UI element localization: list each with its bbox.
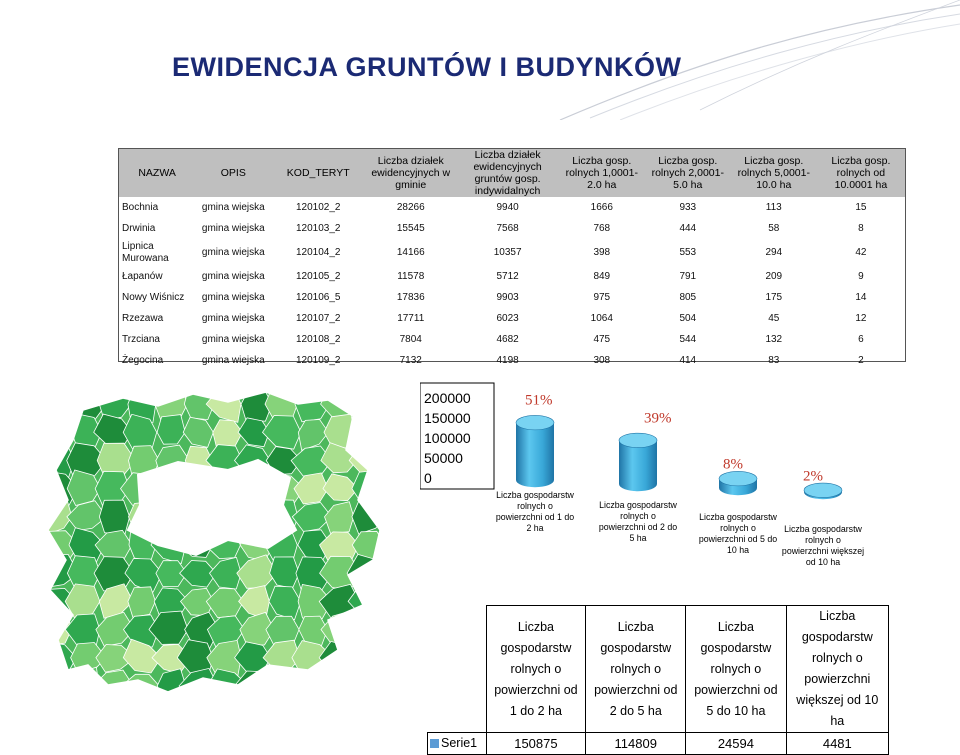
table-cell: 209 (765, 271, 783, 283)
table-row (119, 329, 905, 350)
table-row (119, 287, 905, 308)
table-cell: 7804 (399, 333, 422, 345)
data-table-category: Liczba gospodarstw rolnych o powierzchni od 2 do 5 ha (586, 606, 686, 733)
data-label: 2% (803, 468, 823, 485)
table-cell: 398 (593, 247, 611, 259)
table-cell: 6 (858, 333, 864, 345)
table-cell: 8 (858, 222, 864, 234)
table-cell: 113 (765, 201, 782, 213)
bar-1 (516, 415, 554, 487)
table-cell: 83 (768, 354, 780, 366)
table-cell: 6023 (496, 313, 519, 325)
table-header-cell: OPIS (195, 149, 271, 197)
table-cell: gmina wiejska (201, 333, 265, 345)
y-tick-label: 150000 (424, 410, 471, 426)
table-header-cell: NAZWA (119, 149, 195, 197)
y-tick-label: 0 (424, 470, 432, 486)
table-cell: Drwinia (122, 222, 156, 234)
table-cell: 120102_2 (295, 201, 341, 213)
table-cell: 120105_2 (295, 271, 341, 283)
table-cell: Bochnia (122, 201, 159, 213)
table-row (119, 239, 905, 267)
table-row (119, 308, 905, 329)
y-tick-label: 200000 (424, 390, 471, 406)
table-cell: 933 (679, 201, 697, 213)
table-cell: 45 (768, 313, 780, 325)
series-name (428, 733, 487, 755)
table-cell: 1666 (590, 201, 613, 213)
table-cell: 791 (679, 271, 697, 283)
table-cell: gmina wiejska (201, 201, 265, 213)
table-cell: 475 (593, 333, 611, 345)
table-header-cell: Liczba gosp. rolnych 1,0001- 2.0 ha (559, 149, 645, 197)
table-cell: 975 (593, 292, 611, 304)
table-cell: 175 (765, 292, 783, 304)
table-cell: gmina wiejska (201, 313, 265, 325)
table-cell: Żegocina (122, 354, 164, 366)
table-cell: gmina wiejska (201, 247, 265, 259)
table-cell: gmina wiejska (201, 292, 265, 304)
table-cell: 9 (858, 271, 864, 283)
table-cell: Trzciana (122, 333, 160, 345)
data-table-category: Liczba gospodarstw rolnych o powierzchni od 5 do 10 ha (686, 606, 786, 733)
legend-swatch (430, 739, 439, 748)
cylinder-bar-chart (420, 380, 910, 605)
table-cell: 15545 (396, 222, 425, 234)
table-cell: 4682 (496, 333, 519, 345)
category-label: Liczba gospodarstw rolnych o powierzchni od 1 do 2 ha (495, 490, 575, 533)
data-table-value: 4481 (786, 733, 888, 755)
table-cell: 14166 (396, 247, 425, 259)
table-cell: 308 (593, 354, 611, 366)
table-cell: 294 (765, 247, 783, 259)
table-cell: 4198 (496, 354, 519, 366)
data-table-category: Liczba gospodarstw rolnych o powierzchni większej od 10 ha (786, 606, 888, 733)
table-cell: 849 (593, 271, 611, 283)
table-header-cell: Liczba gosp. rolnych 2,0001- 5.0 ha (645, 149, 731, 197)
table-cell: 553 (679, 247, 697, 259)
table-header-cell: KOD_TERYT (271, 149, 365, 197)
data-table-value: 24594 (686, 733, 786, 755)
table-cell: 5712 (496, 271, 519, 283)
table-cell: Lipnica Murowana (122, 240, 169, 264)
table-cell: 120104_2 (295, 247, 341, 259)
table-cell: 12 (855, 313, 867, 325)
category-label: Liczba gospodarstw rolnych o powierzchni od 5 do 10 ha (698, 512, 778, 555)
table-cell: 28266 (396, 201, 425, 213)
table-cell: gmina wiejska (201, 354, 265, 366)
table-cell: 805 (679, 292, 697, 304)
table-cell: Nowy Wiśnicz (122, 292, 185, 304)
table-cell: 120109_2 (295, 354, 341, 366)
table-cell: 120107_2 (295, 313, 341, 325)
table-header-cell: Liczba działek ewidencyjnych gruntów gosp. indywidalnych (456, 149, 558, 197)
table-cell: 14 (855, 292, 867, 304)
table-row (119, 197, 905, 218)
land-registry-table (118, 148, 906, 366)
table-cell: 768 (593, 222, 611, 234)
y-tick-label: 100000 (424, 430, 471, 446)
table-cell: 504 (679, 313, 697, 325)
table-cell: 2 (858, 354, 864, 366)
table-cell: 120106_5 (295, 292, 341, 304)
data-table-value: 150875 (486, 733, 586, 755)
table-cell: Rzezawa (122, 313, 164, 325)
table-cell: 120103_2 (295, 222, 341, 234)
bar-2 (619, 433, 657, 491)
table-cell: Łapanów (122, 271, 163, 283)
table-row (119, 218, 905, 239)
data-label: 39% (644, 410, 672, 427)
table-cell: 132 (765, 333, 783, 345)
table-cell: 1064 (590, 313, 613, 325)
page-title: EWIDENCJA GRUNTÓW I BUDYNKÓW (172, 52, 682, 82)
table-cell: gmina wiejska (201, 271, 265, 283)
table-row (119, 267, 905, 288)
table-cell: 120108_2 (295, 333, 341, 345)
table-cell: 7132 (399, 354, 422, 366)
data-table-category: Liczba gospodarstw rolnych o powierzchni od 1 do 2 ha (486, 606, 586, 733)
data-label: 51% (525, 392, 553, 409)
region-map (28, 380, 398, 705)
data-table-value: 114809 (586, 733, 686, 755)
series-name-label: Serie1 (441, 736, 478, 750)
y-tick-label: 50000 (424, 450, 463, 466)
table-header-cell: Liczba działek ewidencyjnych w gminie (365, 149, 456, 197)
chart-data-table (427, 605, 889, 751)
category-label: Liczba gospodarstw rolnych o powierzchni od 2 do 5 ha (598, 500, 678, 543)
table-cell: 58 (768, 222, 780, 234)
table-cell: 42 (855, 247, 867, 259)
table-cell: 544 (679, 333, 697, 345)
data-label: 8% (723, 456, 743, 473)
table-cell: 15 (855, 201, 867, 213)
table-cell: 414 (679, 354, 697, 366)
bar-3 (719, 471, 757, 495)
bar-4 (804, 483, 842, 499)
table-row (119, 350, 905, 371)
table-cell: 9940 (496, 201, 519, 213)
table-cell: 11578 (397, 271, 425, 283)
table-cell: 17836 (396, 292, 425, 304)
table-cell: gmina wiejska (201, 222, 265, 234)
table-header-cell: Liczba gosp. rolnych od 10.0001 ha (817, 149, 905, 197)
table-cell: 9903 (496, 292, 519, 304)
data-table-corner (428, 606, 487, 733)
table-header-cell: Liczba gosp. rolnych 5,0001- 10.0 ha (731, 149, 817, 197)
table-cell: 444 (679, 222, 697, 234)
table-cell: 10357 (493, 247, 522, 259)
table-cell: 7568 (496, 222, 519, 234)
category-label: Liczba gospodarstw rolnych o powierzchni większej od 10 ha (781, 524, 865, 567)
table-cell: 17711 (397, 313, 425, 325)
